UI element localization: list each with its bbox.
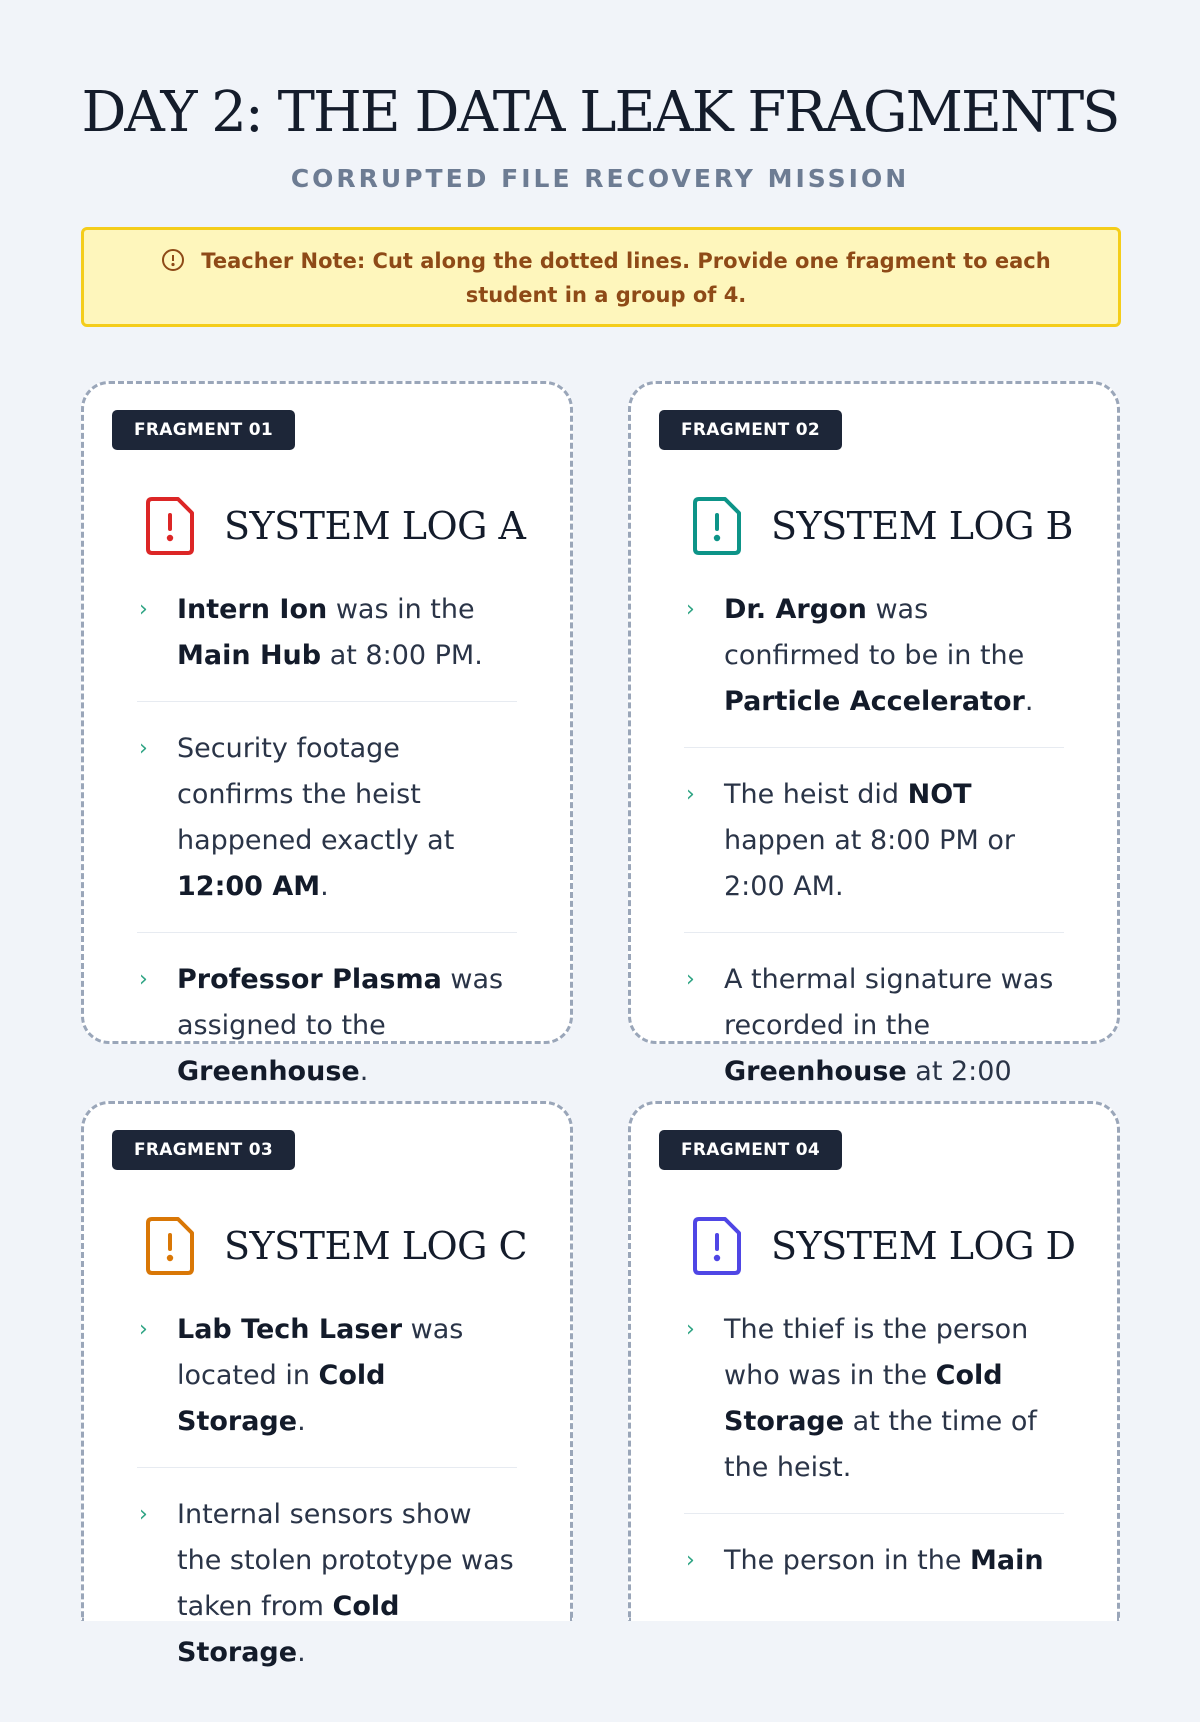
log-header — [144, 1214, 564, 1278]
file-alert-icon — [144, 495, 198, 557]
log-item-emphasis: Cold Storage — [724, 1360, 1003, 1437]
log-item-text: at 8:00 PM. — [321, 640, 483, 671]
log-item-text: was located in — [177, 1314, 464, 1391]
log-item-text: A thermal signature was recorded in the — [724, 964, 1054, 1041]
log-item-emphasis: Greenhouse — [177, 1056, 360, 1087]
chevron-right-icon: › — [686, 1548, 695, 1573]
log-item-text: . — [359, 1056, 369, 1087]
log-item-text: The person in the — [724, 1545, 971, 1576]
log-item-emphasis: Main Hub — [177, 640, 322, 671]
log-item-emphasis: 12:00 AM — [177, 871, 321, 902]
log-header — [691, 494, 1111, 558]
log-item-emphasis: Particle Accelerator — [724, 686, 1025, 717]
log-item-text: . — [297, 1406, 306, 1437]
log-item — [684, 772, 1064, 933]
log-header — [144, 494, 564, 558]
log-item-text: Internal sensors show the stolen prototype was taken from — [177, 1499, 514, 1622]
log-item-text: at the time of the heist. — [724, 1406, 1037, 1483]
log-item — [137, 1307, 517, 1468]
chevron-right-icon: › — [686, 597, 695, 622]
log-items — [684, 1307, 1064, 1630]
log-items — [137, 587, 517, 1141]
chevron-right-icon: › — [139, 1317, 148, 1342]
chevron-right-icon: › — [139, 967, 148, 992]
log-title: SYSTEM LOG A — [224, 504, 526, 548]
log-item-text: was confirmed to be in the — [724, 594, 1025, 671]
chevron-right-icon: › — [686, 782, 695, 807]
fragment-card-01 — [81, 381, 573, 1087]
log-item-text: Security footage confirms the heist happened exactly at — [177, 733, 455, 856]
fragment-card-03 — [81, 1101, 573, 1668]
log-item-emphasis: Lab Tech Laser — [177, 1314, 403, 1345]
log-item-emphasis: NOT — [907, 779, 972, 810]
fragment-badge: FRAGMENT 02 — [659, 410, 842, 450]
teacher-note-text: Teacher Note: Cut along the dotted lines. Provide one fragment to each student in a group of 4. — [201, 249, 1051, 307]
file-alert-icon — [144, 1215, 198, 1277]
chevron-right-icon: › — [686, 967, 695, 992]
fragment-card-04 — [628, 1101, 1120, 1621]
log-item-emphasis: Main — [970, 1545, 1044, 1576]
log-item-text: The thief is the person who was in the — [724, 1314, 1029, 1391]
log-item-text: . — [1024, 686, 1034, 717]
chevron-right-icon: › — [139, 597, 148, 622]
log-item-text: happen at 8:00 PM or 2:00 AM. — [724, 825, 1015, 902]
log-header — [691, 1214, 1111, 1278]
fragment-badge: FRAGMENT 01 — [112, 410, 295, 450]
log-item-text: at 2:00 — [915, 1056, 1012, 1087]
teacher-note — [81, 227, 1121, 327]
log-item — [137, 957, 517, 1117]
log-item — [684, 1307, 1064, 1514]
fragment-badge: FRAGMENT 04 — [659, 1130, 842, 1170]
fragment-badge: FRAGMENT 03 — [112, 1130, 295, 1170]
log-item-text: . — [320, 871, 329, 902]
page-title: DAY 2: THE DATA LEAK FRAGMENTS — [81, 80, 1119, 145]
log-item-text: . — [297, 1637, 306, 1668]
fragment-card-02 — [628, 381, 1120, 1087]
log-item — [684, 1538, 1064, 1606]
log-items — [137, 1307, 517, 1722]
alert-circle-icon — [161, 248, 185, 272]
log-item-emphasis: Cold Storage — [177, 1591, 400, 1668]
log-item-text: was in the — [327, 594, 475, 625]
log-item — [137, 1492, 517, 1698]
log-item-emphasis: Intern Ion — [177, 594, 328, 625]
log-title: SYSTEM LOG B — [771, 504, 1073, 548]
chevron-right-icon: › — [139, 1502, 148, 1527]
chevron-right-icon: › — [686, 1317, 695, 1342]
log-items — [684, 587, 1064, 1187]
log-item-text: was assigned to the — [177, 964, 504, 1041]
chevron-right-icon: › — [139, 736, 148, 761]
log-item — [684, 587, 1064, 748]
log-title: SYSTEM LOG C — [224, 1224, 528, 1268]
page-subtitle: CORRUPTED FILE RECOVERY MISSION — [290, 164, 910, 193]
file-alert-icon — [691, 495, 745, 557]
log-item-emphasis: Dr. Argon — [724, 594, 867, 625]
log-item — [137, 587, 517, 702]
log-item-emphasis: Professor Plasma — [177, 964, 442, 995]
file-alert-icon — [691, 1215, 745, 1277]
log-item — [137, 726, 517, 933]
log-title: SYSTEM LOG D — [771, 1224, 1076, 1268]
log-item-emphasis: Cold Storage — [177, 1360, 386, 1437]
log-item-text: The heist did — [724, 779, 908, 810]
log-item-emphasis: Greenhouse — [724, 1056, 907, 1087]
